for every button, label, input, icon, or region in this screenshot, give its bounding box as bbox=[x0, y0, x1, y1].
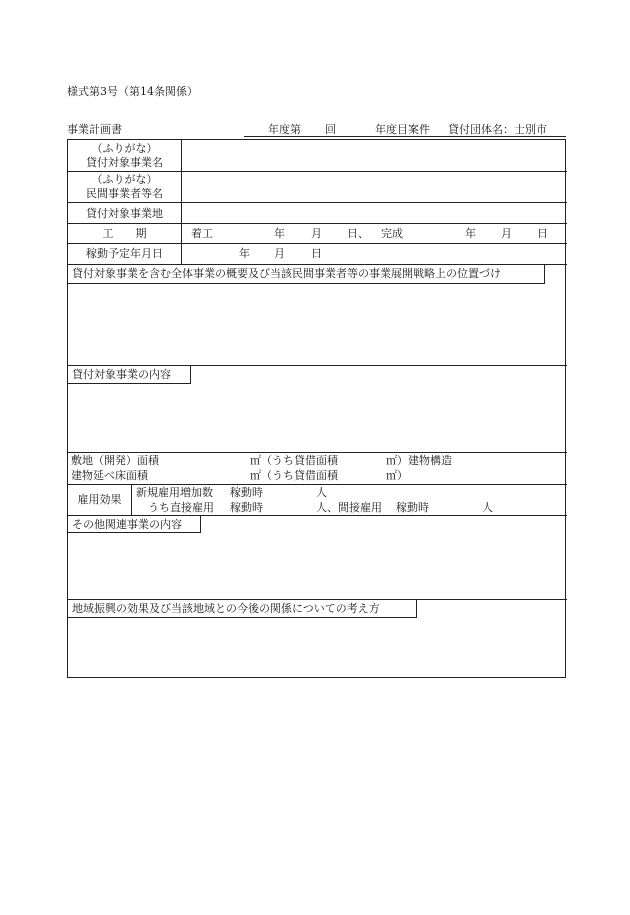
floor-area-label: 建物延べ床面積 bbox=[71, 469, 148, 482]
operation-day: 日 bbox=[311, 247, 322, 260]
operating-label-3: 稼動時 bbox=[396, 501, 429, 514]
person-unit-3: 人 bbox=[482, 501, 493, 514]
row-divider bbox=[68, 243, 567, 244]
row-divider bbox=[68, 484, 567, 485]
related-section-title: その他関連事業の内容 bbox=[72, 518, 182, 531]
overview-section-title: 貸付対象事業を含む全体事業の概要及び当該民間事業者等の事業展開戦略上の位置づけ bbox=[72, 267, 501, 280]
operation-month: 月 bbox=[274, 247, 285, 260]
operation-date-label: 稼動予定年月日 bbox=[86, 247, 163, 260]
end-month: 月 bbox=[501, 227, 512, 240]
project-site-label: 貸付対象事業地 bbox=[86, 207, 163, 220]
furigana-label-1: （ふりがな） bbox=[91, 142, 158, 155]
floor-area-sqm: ㎡（うち貸借面積 bbox=[250, 469, 338, 482]
end-year: 年 bbox=[465, 227, 476, 240]
plan-form-table bbox=[67, 139, 566, 678]
header-organization: 貸付団体名：士別市 bbox=[448, 123, 547, 136]
row-divider bbox=[68, 171, 567, 172]
row-divider bbox=[68, 202, 567, 203]
operation-year: 年 bbox=[239, 247, 250, 260]
indirect-hire-label: 人、間接雇用 bbox=[316, 501, 382, 514]
loan-project-name-label: 貸付対象事業名 bbox=[86, 156, 163, 169]
row-divider bbox=[68, 452, 567, 453]
plan-title: 事業計画書 bbox=[67, 123, 122, 136]
operating-label-2: 稼動時 bbox=[230, 501, 263, 514]
operating-label-1: 稼動時 bbox=[230, 486, 263, 499]
private-operator-label: 民間事業者等名 bbox=[86, 187, 163, 200]
header-case: 年度目案件 bbox=[375, 123, 430, 136]
start-label: 着工 bbox=[191, 227, 213, 240]
header-fiscal-year: 年度第 bbox=[268, 123, 301, 136]
person-unit-1: 人 bbox=[316, 486, 327, 499]
completion-label: 完成 bbox=[381, 227, 403, 240]
start-month: 月 bbox=[311, 227, 322, 240]
start-day: 日、 bbox=[347, 227, 369, 240]
header-round: 回 bbox=[325, 123, 336, 136]
end-day: 日 bbox=[537, 227, 548, 240]
site-area-label: 敷地（開発）面積 bbox=[71, 454, 159, 467]
direct-hire-label: うち直接雇用 bbox=[148, 501, 214, 514]
start-year: 年 bbox=[274, 227, 285, 240]
construction-period-label: 工 期 bbox=[102, 227, 147, 240]
floor-area-close: ㎡） bbox=[386, 469, 408, 482]
header-underline bbox=[244, 136, 566, 137]
employment-divider bbox=[131, 484, 132, 515]
form-number: 様式第3号（第14条関係） bbox=[67, 85, 198, 98]
content-section-title: 貸付対象事業の内容 bbox=[72, 368, 171, 381]
employment-label: 雇用効果 bbox=[77, 493, 122, 506]
site-area-structure: ㎡）建物構造 bbox=[386, 454, 452, 467]
regional-section-title: 地域振興の効果及び当該地域との今後の関係についての考え方 bbox=[72, 602, 380, 615]
furigana-label-2: （ふりがな） bbox=[91, 173, 158, 186]
site-area-sqm: ㎡（うち貸借面積 bbox=[250, 454, 338, 467]
row-divider bbox=[68, 223, 567, 224]
new-hire-label: 新規雇用増加数 bbox=[136, 486, 213, 499]
